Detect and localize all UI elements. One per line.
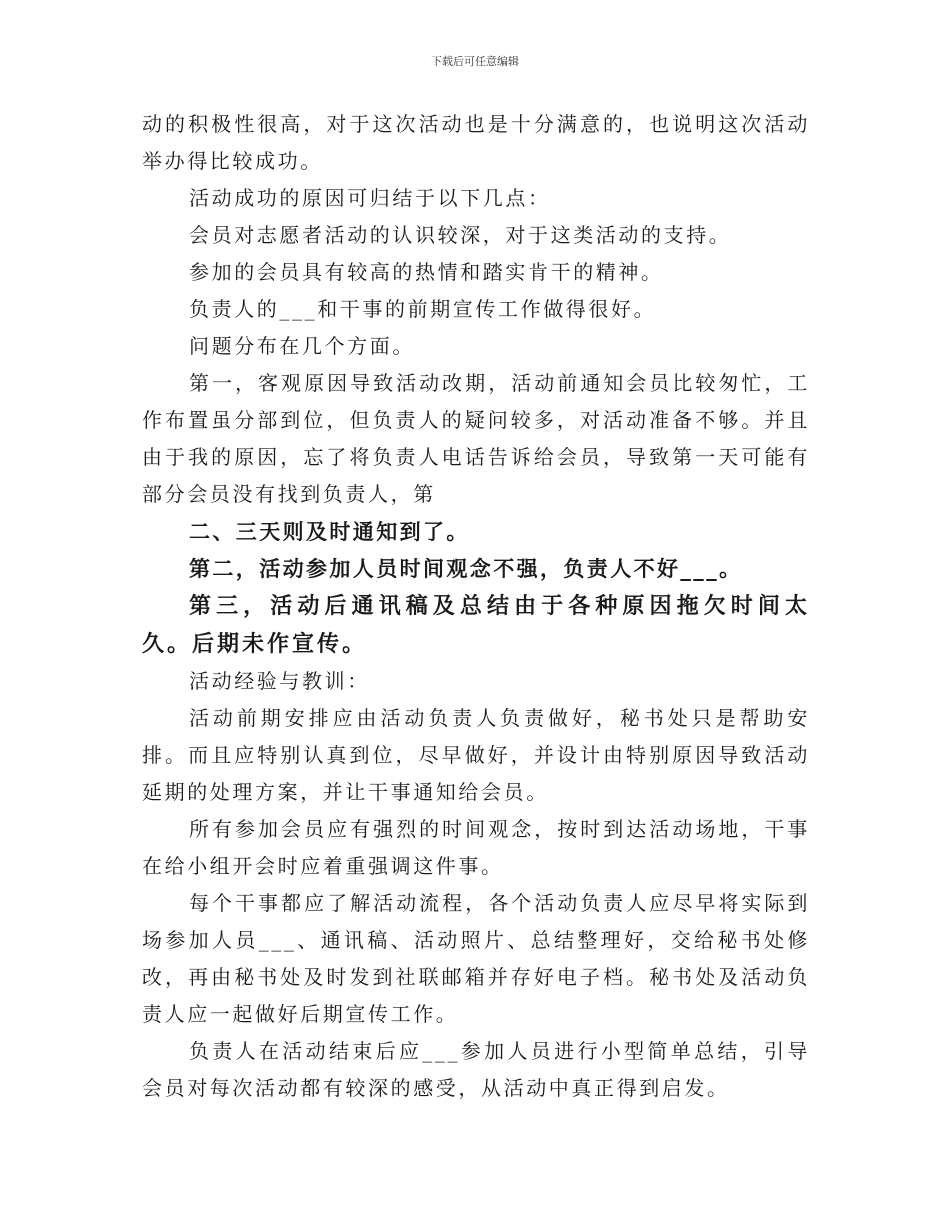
paragraph-2: 活动成功的原因可归结于以下几点： [189,186,551,210]
paragraph-8: 活动经验与教训： [189,669,370,693]
page-header: 下载后可任意编辑 [431,55,519,68]
paragraph-12: 负责人在活动结束后应___参加人员进行小型简单总结，引导会员对每次活动都有较深的感受，从活动中真正得到启发。 [142,1039,810,1100]
paragraph-6: 问题分布在几个方面。 [189,334,415,358]
paragraph-11: 每个干事都应了解活动流程，各个活动负责人应尽早将实际到场参加人员___、通讯稿、活动照片、总结整理好，交给秘书处修改，再由秘书处及时发到社联邮箱并存好电子档。秘书处及活动负责人应一起做好后期宣传工作。 [142,891,810,1026]
paragraph-7: 第一，客观原因导致活动改期，活动前通知会员比较匆忙，工作布置虽分部到位，但负责人的疑问较多，对活动准备不够。并且由于我的原因，忘了将负责人电话告诉给会员，导致第一天可能有部分会员没有找到负责人，第 [142,371,810,506]
bold-heading-1: 二、三天则及时通知到了。 [189,519,470,544]
paragraph-4: 参加的会员具有较高的热情和踏实肯干的精神。 [189,260,664,284]
paragraph-1: 动的积极性很高，对于这次活动也是十分满意的，也说明这次活动举办得比较成功。 [142,112,810,173]
paragraph-9: 活动前期安排应由活动负责人负责做好，秘书处只是帮助安排。而且应特别认真到位，尽早做好，并设计由特别原因导致活动延期的处理方案，并让干事通知给会员。 [142,706,810,804]
document-body [142,106,810,1107]
bold-heading-2: 第二，活动参加人员时间观念不强，负责人不好___。 [189,556,743,581]
paragraph-10: 所有参加会员应有强烈的时间观念，按时到达活动场地，干事在给小组开会时应着重强调这件事。 [142,817,810,878]
paragraph-3: 会员对志愿者活动的认识较深，对于这类活动的支持。 [189,223,732,247]
paragraph-5: 负责人的___和干事的前期宣传工作做得很好。 [189,297,657,321]
bold-heading-3: 第三，活动后通讯稿及总结由于各种原因拖欠时间太久。后期未作宣传。 [142,593,810,657]
